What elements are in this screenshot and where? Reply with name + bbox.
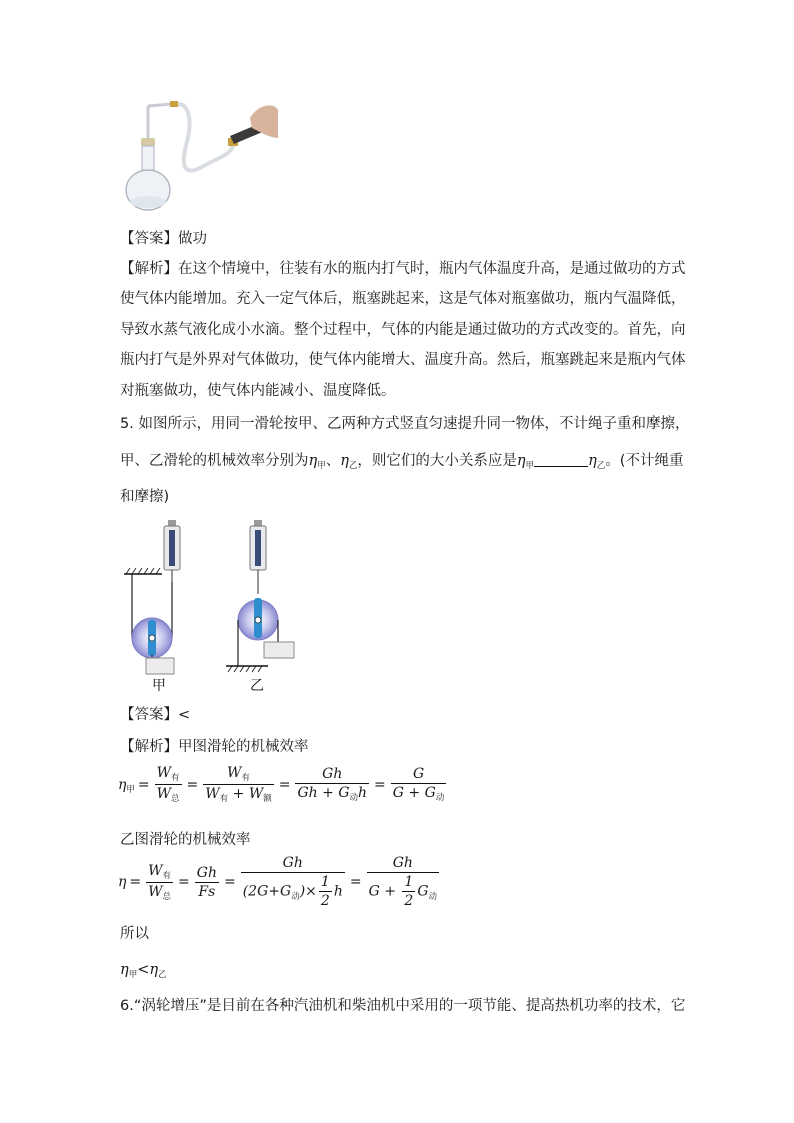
q5-stem-line-3: 和摩擦) bbox=[120, 489, 170, 505]
q4-answer: 【答案】做功 bbox=[120, 231, 207, 247]
q5-analysis-head: 【解析】甲图滑轮的机械效率 bbox=[120, 739, 309, 755]
answer-blank bbox=[534, 452, 588, 467]
q4-analysis-line-4: 瓶内打气是外界对气体做功，使气体内能增大、温度升高。然后，瓶塞跳起来是瓶内气体 bbox=[120, 352, 686, 368]
label-yi: 乙 bbox=[250, 678, 264, 694]
equation-eta-jia: $\eta_甲$ = $\frac{W_有}{W_总}$ = $\frac{W_有}{W_有 + W_额}$ = $\frac{Gh}{Gh + G_动h}$ = $\frac{G}{G + G_动}$ bbox=[118, 765, 445, 804]
q4-analysis-line-3: 导致水蒸气液化成小水滴。整个过程中，气体的内能是通过做功的方式改变的。首先，向 bbox=[120, 322, 686, 338]
q5-stem-line-1: 5. 如图所示，用同一滑轮按甲、乙两种方式竖直匀速提升同一物体，不计绳子重和摩擦， bbox=[120, 416, 690, 432]
q4-analysis-line-1: 【解析】在这个情境中，往装有水的瓶内打气时，瓶内气体温度升高，是通过做功的方式 bbox=[120, 261, 686, 277]
q6-stem: 6.“涡轮增压”是目前在各种汽油机和柴油机中采用的一项节能、提高热机功率的技术，它 bbox=[120, 998, 686, 1014]
q4-analysis-line-5: 对瓶塞做功，使气体内能减小、温度降低。 bbox=[120, 383, 396, 399]
q5-so: 所以 bbox=[120, 926, 149, 942]
q5-conclusion: $\eta_甲<\eta_乙$ bbox=[120, 962, 167, 980]
pulley-diagram bbox=[118, 518, 304, 696]
q4-analysis-line-2: 使气体内能增加。充入一定气体后，瓶塞跳起来，这是气体对瓶塞做功，瓶内气温降低， bbox=[120, 291, 686, 307]
eta-jia: $\eta_甲$ bbox=[308, 453, 326, 471]
q5-answer: 【答案】< bbox=[120, 707, 191, 723]
flask-with-pump-photo bbox=[122, 98, 278, 216]
label-jia: 甲 bbox=[152, 678, 166, 694]
equation-eta-yi: η = $\frac{W_有}{W_总}$ = $\frac{Gh}{Fs}$ = Gh $(2G+G_动)\times$ $\frac{1}{2}$ h = Gh G + $\frac{1}{2}$ $G_动$ bbox=[118, 855, 438, 909]
eta-yi: $\eta_乙$ bbox=[340, 453, 358, 471]
q5-stem-line-2: 甲、乙滑轮的机械效率分别为$\eta_甲$、$\eta_乙$，则它们的大小关系应是$\eta_甲$ $\eta_乙$。(不计绳重 bbox=[120, 453, 684, 471]
q5-analysis-yi: 乙图滑轮的机械效率 bbox=[120, 832, 251, 848]
